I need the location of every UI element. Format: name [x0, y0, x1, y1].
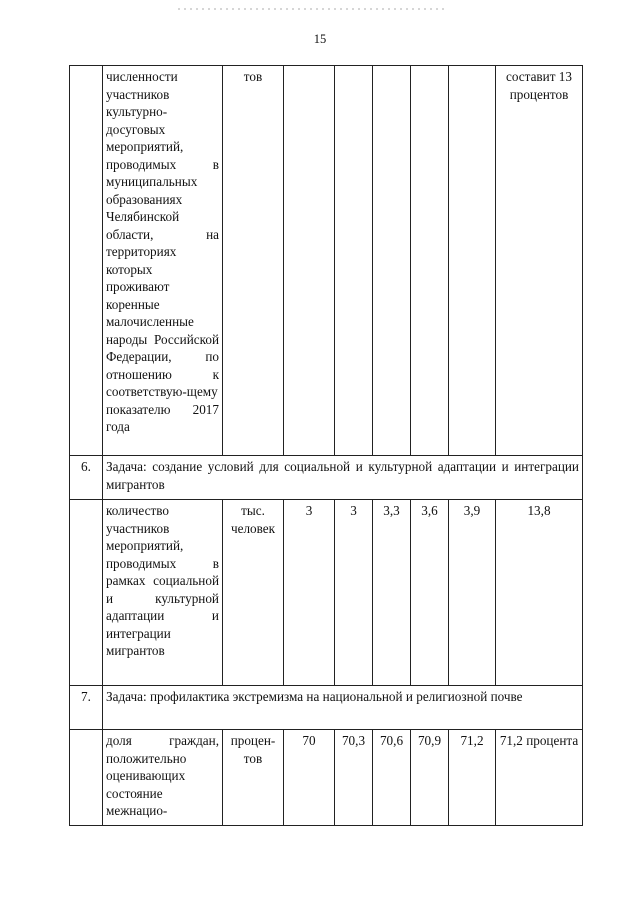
- indicator-text: численности участников культурно-досуговых мероприятий, проводимых в муниципальных образованиях Челябинской области, на территориях которых проживают коренные малочисленные народы Российской Федерации, по отношению к соответствую-щему показателю 2017 года: [106, 69, 219, 434]
- value-cell: 3,6: [411, 500, 449, 686]
- value-cell: [449, 66, 496, 456]
- task-text: Задача: создание условий для социальной и культурной адаптации и интеграции мигрантов: [106, 459, 579, 492]
- task-number: 7.: [70, 686, 103, 730]
- row-number-cell: [70, 730, 103, 826]
- value-cell: 3,9: [449, 500, 496, 686]
- row-number-cell: [70, 66, 103, 456]
- indicators-table: [69, 65, 583, 826]
- task-row: [70, 456, 583, 500]
- value-cell: [284, 66, 335, 456]
- task-number: 6.: [70, 456, 103, 500]
- indicator-text: количество участников мероприятий, проводимых в рамках социальной и культурной адаптации и интеграции мигрантов: [106, 503, 219, 658]
- value-cell: 70: [284, 730, 335, 826]
- unit-cell: процен-тов: [223, 730, 284, 826]
- table-row: [70, 66, 583, 456]
- value-cell: 71,2: [449, 730, 496, 826]
- scan-artifact: [178, 8, 448, 10]
- value-cell: 70,9: [411, 730, 449, 826]
- row-number-cell: [70, 500, 103, 686]
- table-row: [70, 500, 583, 686]
- total-cell: составит 13 процентов: [496, 66, 583, 456]
- value-cell: 3: [335, 500, 373, 686]
- unit-cell: тов: [223, 66, 284, 456]
- task-cell: [103, 686, 583, 730]
- indicator-text: доля граждан, положительно оценивающих состояние межнацио-: [106, 733, 219, 818]
- task-text: Задача: профилактика экстремизма на национальной и религиозной почве: [106, 689, 523, 704]
- value-cell: 3: [284, 500, 335, 686]
- indicator-cell: [103, 66, 223, 456]
- value-cell: 3,3: [373, 500, 411, 686]
- value-cell: [335, 66, 373, 456]
- indicator-cell: [103, 500, 223, 686]
- task-cell: [103, 456, 583, 500]
- value-cell: 70,6: [373, 730, 411, 826]
- indicator-cell: [103, 730, 223, 826]
- table-row: [70, 730, 583, 826]
- total-cell: 13,8: [496, 500, 583, 686]
- value-cell: [411, 66, 449, 456]
- page-number: 15: [313, 32, 327, 46]
- value-cell: [373, 66, 411, 456]
- total-cell: 71,2 процента: [496, 730, 583, 826]
- value-cell: 70,3: [335, 730, 373, 826]
- unit-cell: тыс. человек: [223, 500, 284, 686]
- task-row: [70, 686, 583, 730]
